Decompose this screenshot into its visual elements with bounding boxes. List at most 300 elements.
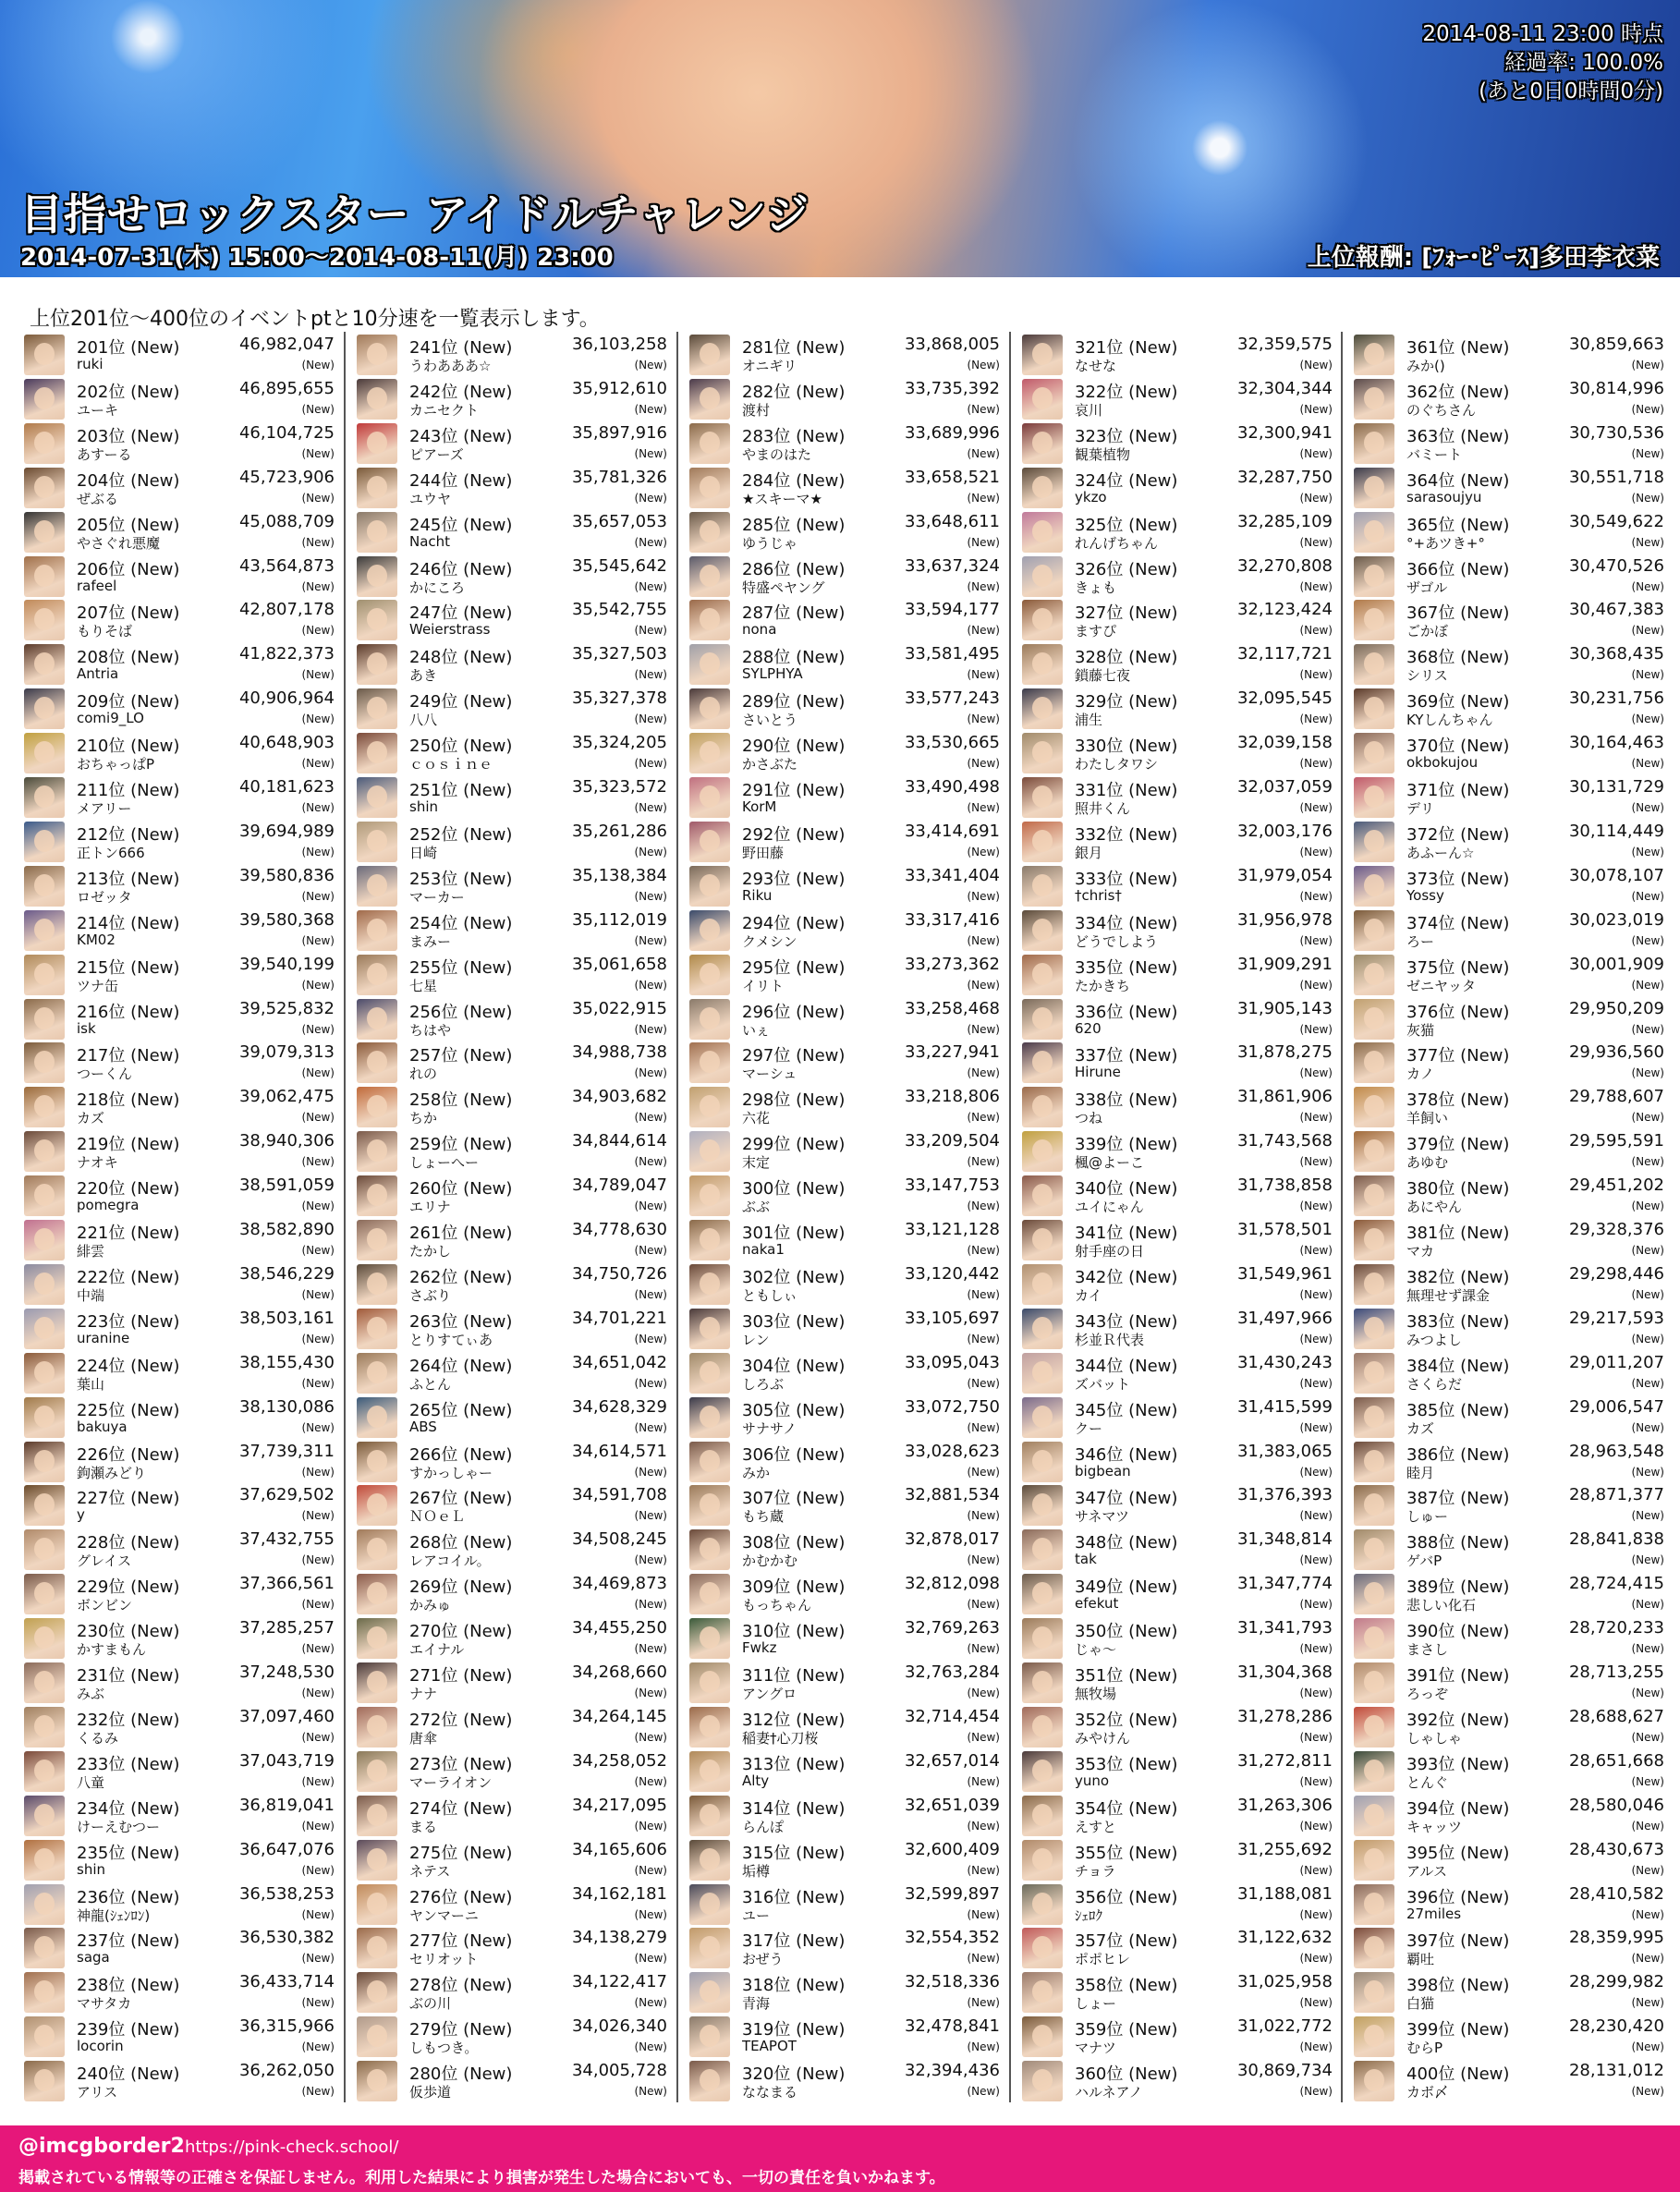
rank-label: 257位 (New)	[409, 1046, 513, 1066]
ranking-entry	[24, 907, 335, 952]
speed-10min: (New)	[1299, 1863, 1333, 1877]
ranking-entry	[689, 907, 1000, 952]
event-points: 45,723,906	[238, 467, 335, 487]
producer-name: ともしぃ	[742, 1286, 797, 1304]
producer-name: isk	[77, 1019, 96, 1037]
event-points: 33,120,442	[904, 1263, 1000, 1284]
event-points: 39,079,313	[238, 1042, 335, 1063]
idol-avatar-icon	[357, 512, 397, 553]
idol-avatar-icon	[1354, 777, 1394, 818]
producer-name: 八童	[77, 1773, 105, 1791]
rank-label: 284位 (New)	[742, 470, 846, 491]
rank-label: 271位 (New)	[409, 1666, 513, 1686]
speed-10min: (New)	[1299, 2085, 1333, 2099]
idol-avatar-icon	[357, 1397, 397, 1438]
producer-name: グレイス	[77, 1553, 132, 1570]
speed-10min: (New)	[1631, 491, 1664, 505]
speed-10min: (New)	[967, 757, 1000, 771]
event-points: 30,549,622	[1568, 511, 1664, 531]
rank-label: 264位 (New)	[409, 1356, 513, 1376]
ranking-entry	[357, 1571, 667, 1615]
idol-avatar-icon	[689, 955, 730, 995]
idol-avatar-icon	[357, 688, 397, 729]
idol-avatar-icon	[689, 1972, 730, 2013]
producer-name: カイ	[1075, 1286, 1102, 1304]
event-points: 33,490,498	[904, 777, 1000, 797]
speed-10min: (New)	[967, 1465, 1000, 1479]
event-points: 40,181,623	[238, 777, 335, 797]
idol-avatar-icon	[689, 600, 730, 640]
idol-avatar-icon	[357, 1175, 397, 1216]
ranking-entry	[24, 1306, 335, 1350]
speed-10min: (New)	[301, 1598, 335, 1612]
idol-avatar-icon	[24, 1131, 65, 1172]
speed-10min: (New)	[1299, 402, 1333, 416]
producer-name: あふーん☆	[1406, 844, 1475, 861]
producer-name: ななまる	[742, 2084, 798, 2101]
idol-avatar-icon	[689, 644, 730, 685]
producer-name: むらP	[1406, 2040, 1443, 2057]
twitter-handle[interactable]: @imcgborder2	[18, 2135, 185, 2158]
producer-name: shin	[77, 1860, 105, 1878]
speed-10min: (New)	[967, 1022, 1000, 1036]
speed-10min: (New)	[1631, 1553, 1664, 1567]
producer-name: もりそば	[77, 623, 133, 640]
ranking-entry	[689, 1571, 1000, 1615]
producer-name: しゅー	[1406, 1508, 1449, 1526]
event-points: 31,122,632	[1236, 1928, 1333, 1948]
event-points: 35,138,384	[571, 865, 667, 885]
rank-label: 219位 (New)	[77, 1135, 180, 1155]
ranking-entry	[1022, 996, 1333, 1041]
event-points: 28,651,668	[1568, 1750, 1664, 1771]
producer-name: マナツ	[1075, 2040, 1116, 2057]
event-points: 32,394,436	[904, 2061, 1000, 2081]
producer-name: ネテス	[409, 1862, 451, 1880]
idol-avatar-icon	[357, 1707, 397, 1748]
rank-label: 283位 (New)	[742, 426, 846, 446]
rank-label: 236位 (New)	[77, 1887, 180, 1907]
speed-10min: (New)	[634, 757, 667, 771]
speed-10min: (New)	[1631, 1376, 1664, 1390]
event-points: 30,467,383	[1568, 600, 1664, 620]
speed-10min: (New)	[967, 359, 1000, 371]
producer-name: bakuya	[77, 1418, 128, 1435]
ranking-entry	[689, 996, 1000, 1041]
rank-label: 222位 (New)	[77, 1267, 180, 1287]
idol-avatar-icon	[24, 1087, 65, 1127]
speed-10min: (New)	[967, 402, 1000, 416]
rank-label: 286位 (New)	[742, 559, 846, 579]
producer-name: サナサノ	[742, 1419, 797, 1437]
ranking-entry	[357, 1261, 667, 1306]
idol-avatar-icon	[689, 1840, 730, 1881]
event-points: 31,383,065	[1236, 1441, 1333, 1461]
ranking-entry	[689, 1837, 1000, 1881]
ranking-entry	[357, 863, 667, 907]
ranking-column	[689, 332, 1000, 2102]
idol-avatar-icon	[689, 2061, 730, 2101]
rank-label: 267位 (New)	[409, 1489, 513, 1509]
speed-10min: (New)	[634, 801, 667, 814]
ranking-entry	[1354, 819, 1664, 863]
ranking-entry	[357, 1615, 667, 1660]
speed-10min: (New)	[967, 579, 1000, 593]
rank-label: 202位 (New)	[77, 382, 180, 402]
event-points: 34,268,660	[571, 1662, 667, 1682]
speed-10min: (New)	[301, 1244, 335, 1257]
rank-label: 349位 (New)	[1075, 1577, 1178, 1598]
rank-label: 367位 (New)	[1406, 603, 1510, 624]
speed-10min: (New)	[634, 1907, 667, 1921]
producer-name: KYしんちゃん	[1406, 712, 1493, 729]
speed-10min: (New)	[967, 1420, 1000, 1434]
rank-label: 372位 (New)	[1406, 824, 1510, 845]
idol-avatar-icon	[689, 423, 730, 464]
ranking-entry	[1022, 1660, 1333, 1704]
disclaimer: 掲載されている情報等の正確さを保証しません。利用した結果により損害が発生した場合においても、一切の責任を負いかねます。	[18, 2169, 945, 2187]
event-points: 32,812,098	[904, 1574, 1000, 1594]
producer-name: 浦生	[1075, 712, 1103, 729]
speed-10min: (New)	[634, 1730, 667, 1744]
ranking-entry	[1354, 2058, 1664, 2102]
ranking-entry	[1022, 1881, 1333, 1926]
speed-10min: (New)	[301, 1730, 335, 1744]
rank-label: 280位 (New)	[409, 2064, 513, 2085]
idol-avatar-icon	[1022, 1662, 1063, 1703]
idol-avatar-icon	[357, 644, 397, 685]
rank-label: 203位 (New)	[77, 426, 180, 446]
event-points: 33,209,504	[904, 1131, 1000, 1151]
producer-name: エリナ	[409, 1199, 451, 1216]
idol-avatar-icon	[1022, 1087, 1063, 1127]
idol-avatar-icon	[24, 1796, 65, 1836]
ranking-entry	[357, 332, 667, 376]
speed-10min: (New)	[1631, 1066, 1664, 1080]
event-points: 28,299,982	[1568, 1972, 1664, 1992]
ranking-entry	[24, 2058, 335, 2102]
idol-avatar-icon	[689, 1707, 730, 1748]
ranking-entry	[357, 465, 667, 509]
ranking-entry	[1022, 730, 1333, 774]
event-points: 31,430,243	[1236, 1352, 1333, 1372]
idol-avatar-icon	[689, 1309, 730, 1349]
idol-avatar-icon	[357, 1529, 397, 1570]
producer-name: やまのはた	[742, 445, 812, 463]
producer-name: ユウヤ	[409, 490, 452, 507]
event-points: 33,227,941	[904, 1042, 1000, 1063]
event-points: 32,657,014	[904, 1750, 1000, 1771]
idol-avatar-icon	[1354, 2061, 1394, 2101]
speed-10min: (New)	[1631, 1774, 1664, 1788]
idol-avatar-icon	[689, 556, 730, 597]
ranking-entry	[1354, 509, 1664, 554]
idol-avatar-icon	[1354, 1618, 1394, 1659]
rank-label: 302位 (New)	[742, 1267, 846, 1287]
rank-label: 368位 (New)	[1406, 648, 1510, 668]
ranking-column	[24, 332, 335, 2102]
producer-name: 白猫	[1406, 1995, 1435, 2013]
producer-name: たかきち	[1075, 977, 1131, 994]
producer-name: 垢樽	[742, 1862, 771, 1880]
idol-avatar-icon	[1354, 1175, 1394, 1216]
ranking-entry	[1354, 376, 1664, 420]
event-points: 32,881,534	[904, 1485, 1000, 1505]
event-points: 30,231,756	[1568, 688, 1664, 709]
producer-name: マーカー	[409, 888, 465, 906]
event-points: 34,165,606	[571, 1839, 667, 1859]
rank-label: 338位 (New)	[1075, 1090, 1178, 1111]
event-points: 37,043,719	[238, 1750, 335, 1771]
speed-10min: (New)	[301, 359, 335, 371]
event-points: 39,540,199	[238, 954, 335, 974]
producer-name: イリト	[742, 977, 785, 994]
speed-10min: (New)	[1299, 1598, 1333, 1612]
speed-10min: (New)	[1631, 845, 1664, 859]
rank-label: 285位 (New)	[742, 515, 846, 535]
speed-10min: (New)	[1299, 491, 1333, 505]
speed-10min: (New)	[634, 1066, 667, 1080]
ranking-entry	[357, 1704, 667, 1748]
rank-label: 226位 (New)	[77, 1444, 180, 1465]
producer-name: naka1	[742, 1241, 785, 1258]
speed-10min: (New)	[301, 1200, 335, 1213]
event-points: 38,591,059	[238, 1175, 335, 1196]
event-points: 34,614,571	[571, 1441, 667, 1461]
rank-label: 375位 (New)	[1406, 957, 1510, 978]
event-points: 32,039,158	[1236, 733, 1333, 753]
ranking-entry	[24, 1040, 335, 1084]
idol-avatar-icon	[357, 379, 397, 420]
idol-avatar-icon	[24, 1397, 65, 1438]
ranking-entry	[1022, 1748, 1333, 1793]
ranking-entry	[357, 2058, 667, 2102]
ranking-entry	[24, 1660, 335, 1704]
speed-10min: (New)	[301, 801, 335, 814]
idol-avatar-icon	[357, 1662, 397, 1703]
ranking-entry	[24, 686, 335, 730]
speed-10min: (New)	[1299, 978, 1333, 992]
producer-name: しろぶ	[742, 1375, 785, 1393]
speed-10min: (New)	[301, 1774, 335, 1788]
rank-label: 327位 (New)	[1075, 603, 1178, 624]
idol-avatar-icon	[1022, 688, 1063, 729]
event-points: 28,713,255	[1568, 1662, 1664, 1682]
idol-avatar-icon	[1354, 1707, 1394, 1748]
speed-10min: (New)	[1631, 1598, 1664, 1612]
rank-label: 311位 (New)	[742, 1666, 846, 1686]
ranking-entry	[24, 1527, 335, 1571]
speed-10min: (New)	[1631, 2085, 1664, 2099]
idol-avatar-icon	[1354, 1796, 1394, 1836]
event-points: 38,130,086	[238, 1396, 335, 1417]
speed-10min: (New)	[1299, 801, 1333, 814]
ranking-entry	[24, 465, 335, 509]
event-points: 32,117,721	[1236, 644, 1333, 664]
ranking-entry	[24, 509, 335, 554]
rank-label: 341位 (New)	[1075, 1224, 1178, 1243]
idol-avatar-icon	[1354, 1972, 1394, 2013]
producer-name: クー	[1075, 1419, 1103, 1437]
ranking-entry	[689, 952, 1000, 996]
event-points: 42,807,178	[238, 600, 335, 620]
speed-10min: (New)	[634, 1819, 667, 1833]
rank-label: 296位 (New)	[742, 1002, 846, 1022]
event-points: 29,217,593	[1568, 1308, 1664, 1328]
producer-name: まる	[409, 1818, 438, 1835]
idol-avatar-icon	[1022, 1529, 1063, 1570]
idol-avatar-icon	[24, 600, 65, 640]
ranking-entry	[689, 597, 1000, 641]
idol-avatar-icon	[1022, 1751, 1063, 1792]
producer-name: 八八	[409, 712, 438, 729]
event-points: 36,262,050	[238, 2061, 335, 2081]
producer-name: 無理せず課金	[1406, 1286, 1491, 1304]
producer-name: locorin	[77, 2038, 124, 2055]
producer-name: 青海	[742, 1995, 771, 2013]
producer-name: カズ	[1406, 1419, 1435, 1437]
ranking-entry	[357, 1748, 667, 1793]
ranking-entry	[689, 1704, 1000, 1748]
speed-10min: (New)	[1299, 1332, 1333, 1346]
ranking-entry	[24, 332, 335, 376]
producer-name: KM02	[77, 931, 116, 948]
rank-label: 318位 (New)	[742, 1976, 846, 1996]
rank-label: 265位 (New)	[409, 1400, 513, 1420]
producer-name: uranine	[77, 1329, 130, 1346]
ranking-entry	[689, 641, 1000, 686]
speed-10min: (New)	[301, 1952, 335, 1966]
rank-label: 234位 (New)	[77, 1798, 180, 1819]
ranking-entry	[689, 1439, 1000, 1483]
event-points: 29,328,376	[1568, 1220, 1664, 1239]
speed-10min: (New)	[1631, 1907, 1664, 1921]
event-points: 31,415,599	[1236, 1396, 1333, 1417]
speed-10min: (New)	[634, 359, 667, 371]
rank-label: 211位 (New)	[77, 781, 180, 800]
idol-avatar-icon	[1354, 379, 1394, 420]
idol-avatar-icon	[1022, 733, 1063, 773]
speed-10min: (New)	[634, 1509, 667, 1523]
event-points: 33,648,611	[904, 511, 1000, 531]
event-points: 28,724,415	[1568, 1574, 1664, 1594]
rank-label: 354位 (New)	[1075, 1798, 1178, 1819]
rank-label: 261位 (New)	[409, 1224, 513, 1243]
speed-10min: (New)	[634, 2040, 667, 2054]
event-points: 40,648,903	[238, 733, 335, 753]
ranking-entry	[357, 1881, 667, 1926]
producer-name: かにころ	[409, 578, 466, 596]
speed-10min: (New)	[634, 668, 667, 682]
speed-10min: (New)	[301, 1819, 335, 1833]
event-points: 35,545,642	[571, 555, 667, 576]
event-points: 33,868,005	[904, 335, 1000, 354]
ranking-entry	[1354, 597, 1664, 641]
speed-10min: (New)	[301, 402, 335, 416]
rank-label: 370位 (New)	[1406, 737, 1510, 757]
speed-10min: (New)	[1631, 1642, 1664, 1656]
ranking-entry	[1022, 907, 1333, 952]
ranking-entry	[1354, 730, 1664, 774]
event-points: 32,270,808	[1236, 555, 1333, 576]
ranking-entry	[24, 819, 335, 863]
speed-10min: (New)	[967, 933, 1000, 947]
event-points: 28,841,838	[1568, 1529, 1664, 1550]
speed-10min: (New)	[967, 1509, 1000, 1523]
event-points: 32,651,039	[904, 1795, 1000, 1815]
event-points: 37,248,530	[238, 1662, 335, 1682]
ranking-entry	[689, 1660, 1000, 1704]
idol-avatar-icon	[1022, 1042, 1063, 1083]
ranking-entry	[1354, 1704, 1664, 1748]
speed-10min: (New)	[1299, 2040, 1333, 2054]
speed-10min: (New)	[1631, 933, 1664, 947]
rank-label: 266位 (New)	[409, 1444, 513, 1465]
idol-avatar-icon	[24, 335, 65, 375]
speed-10min: (New)	[301, 845, 335, 859]
timestamp: 2014-08-11 23:00 時点	[1422, 22, 1663, 46]
speed-10min: (New)	[967, 1863, 1000, 1877]
producer-name: みか()	[1406, 358, 1445, 374]
progress-rate: 経過率: 100.0%	[1504, 51, 1663, 75]
producer-name: かすまもん	[77, 1641, 147, 1659]
idol-avatar-icon	[1022, 1618, 1063, 1659]
ranking-entry	[689, 774, 1000, 819]
speed-10min: (New)	[967, 624, 1000, 638]
event-points: 34,701,221	[571, 1308, 667, 1328]
idol-avatar-icon	[24, 1353, 65, 1394]
event-points: 31,743,568	[1236, 1131, 1333, 1151]
speed-10min: (New)	[1299, 1996, 1333, 2010]
ranking-entry	[1354, 420, 1664, 465]
producer-name: チョラ	[1075, 1862, 1116, 1880]
speed-10min: (New)	[1631, 978, 1664, 992]
producer-name: かさぶた	[742, 756, 798, 773]
idol-avatar-icon	[1354, 556, 1394, 597]
speed-10min: (New)	[634, 1553, 667, 1567]
idol-avatar-icon	[24, 2016, 65, 2057]
event-points: 36,538,253	[238, 1883, 335, 1904]
rank-label: 297位 (New)	[742, 1046, 846, 1066]
producer-name: ズバット	[1075, 1375, 1131, 1393]
producer-name: pomegra	[77, 1197, 140, 1214]
rank-label: 246位 (New)	[409, 559, 513, 579]
speed-10min: (New)	[1299, 1200, 1333, 1213]
producer-name: レン	[742, 1331, 770, 1348]
rank-label: 343位 (New)	[1075, 1311, 1178, 1332]
producer-name: れの	[409, 1066, 438, 1083]
idol-avatar-icon	[689, 512, 730, 553]
idol-avatar-icon	[1022, 2061, 1063, 2101]
speed-10min: (New)	[967, 845, 1000, 859]
event-points: 33,317,416	[904, 909, 1000, 930]
rank-label: 288位 (New)	[742, 648, 846, 668]
rank-label: 259位 (New)	[409, 1135, 513, 1155]
producer-name: 正トン666	[77, 844, 145, 861]
idol-avatar-icon	[1354, 910, 1394, 951]
event-points: 31,376,393	[1236, 1485, 1333, 1505]
ranking-entry	[1022, 1793, 1333, 1837]
event-points: 29,006,547	[1568, 1396, 1664, 1417]
event-points: 34,138,279	[571, 1928, 667, 1948]
ranking-entry	[357, 1173, 667, 1217]
event-points: 30,368,435	[1568, 644, 1664, 664]
site-link[interactable]: https://pink-check.school/	[185, 2137, 399, 2157]
event-points: 31,497,966	[1236, 1308, 1333, 1328]
event-points: 33,735,392	[904, 378, 1000, 398]
event-points: 34,162,181	[571, 1883, 667, 1904]
rank-label: 332位 (New)	[1075, 824, 1178, 845]
